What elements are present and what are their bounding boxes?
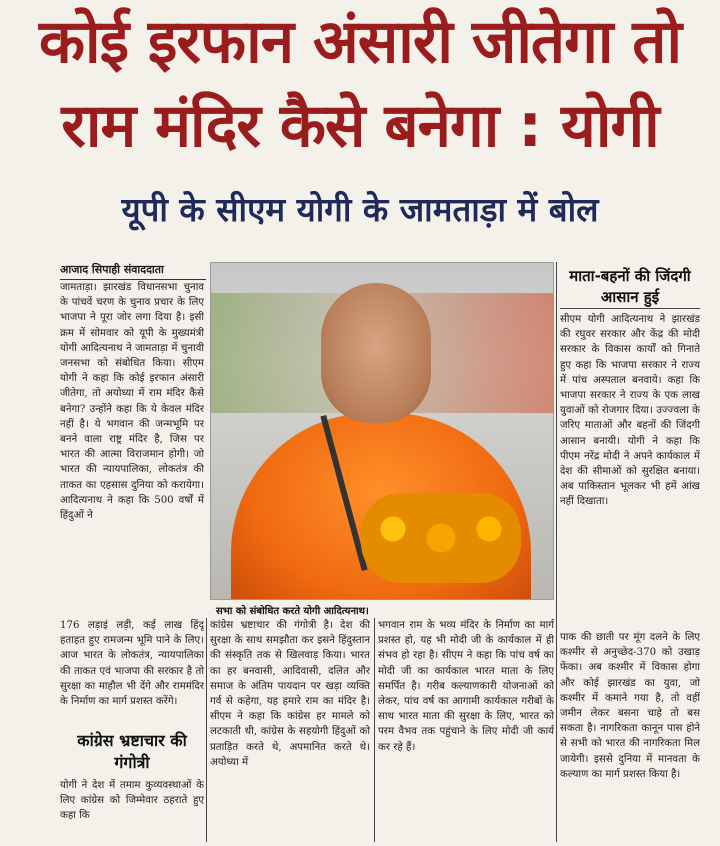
photo-garland [361, 493, 521, 583]
photo-speaker [321, 283, 431, 423]
byline: आजाद सिपाही संवाददाता [60, 262, 206, 280]
headline-line-1: कोई इरफान अंसारी जीतेगा तो [38, 7, 682, 77]
sidebar-title: माता-बहनों की जिंदगी आसान हुई [569, 267, 691, 306]
article-column-left-continued: 176 लड़ाइं लड़ी, कई लाख हिंदू हताहत हुए रामजन्म भूमि पाने के लिए। आज भारत के लोकतंत्र, न्यायपालिका की ताकत एवं भाजपा की सरकार है तो सुरक्षा का माहौल भी देंगे और राममंदिर के निर्माण का मार्ग प्रशस्त करेंगे। [60, 620, 204, 708]
column-rule-middle [374, 618, 375, 842]
article-column-middle-1: कांग्रेस भ्रष्टाचार की गंगोत्री है। देश की सुरक्षा के साथ समझौता कर इसने हिंदुस्तान की संस्कृति तक से खिलवाड़ किया। भारत का हर बनवासी, आदिवासी, दलित और समाज के अंतिम पायदान पर खड़ा व्यक्ति गर्व से कहेगा, यह हमारे राम का मंदिर है। सीएम ने कहा कि कांग्रेस हर मामले को लटकाती थी, कांग्रेस के सहयोगी हिंदुओं को प्रताड़ित करते थे, अपमानित करते थे। अयोध्या में [210, 620, 370, 768]
article-column-right: सीएम योगी आदित्यनाथ ने झारखंड की रघुवर सरकार और केंद्र की मोदी सरकार के विकास कार्यों को गिनाते हुए कहा कि भाजपा सरकार ने राज्य में पांच अस्पताल बनवाये। कहा कि भाजपा सरकार ने राज्य के एक लाख युवाओं को रोजगार दिया। उज्ज्वला के जरिए माताओं और बहनों की जिंदगी आसान बनायी। योगी ने कहा कि पीएम नरेंद्र मोदी ने अपने कार्यकाल में देश की सीमाओं को सुरक्षित बनाया। अब पाकिस्तान भूलकर भी हमें आंख नहीं दिखाता। [560, 314, 700, 508]
article-column-left-end: योगी ने देश में तमाम कुव्यवस्थाओं के लिए कांग्रेस को जिम्मेवार ठहराते हुए कहा कि [60, 780, 204, 822]
section-heading: कांग्रेस भ्रष्टाचार की गंगोत्री [77, 731, 187, 772]
photo-caption: सभा को संबोधित करते योगी आदित्यनाथ। [216, 606, 369, 617]
article-column-right-continued: पाक की छाती पर मूंग दलने के लिए कश्मीर से अनुच्छेद-370 को उखाड़ फेंका। अब कश्मीर में विकास होगा और कोई झारखंड का युवा, जो कश्मीर में कमाने गया है, तो वहीं जमीन लेकर बसना चाहे तो बस सकता है। नागरिकता कानून पास होने से सभी को भारत की नागरिकता मिल जायेगी। इससे दुनिया में मानवता के कल्याण का मार्ग प्रशस्त किया है। [560, 632, 700, 780]
subheadline: यूपी के सीएम योगी के जामताड़ा में बोल [121, 190, 599, 229]
column-rule-left [206, 618, 207, 842]
headline-line-2: राम मंदिर कैसे बनेगा : योगी [61, 91, 659, 161]
article-column-left: जामताड़ा। झारखंड विधानसभा चुनाव के पांचवें चरण के चुनाव प्रचार के लिए भाजपा ने पूरा जोर लगा दिया है। इसी क्रम में सोमवार को यूपी के मुख्यमंत्री योगी आदित्यनाथ ने जामताड़ा में चुनावी जनसभा को संबोधित किया। सीएम योगी ने कहा कि कोई इरफान अंसारी जीतेगा, तो अयोध्या में राम मंदिर कैसे बनेगा? उन्होंने कहा कि ये केवल मंदिर नहीं है। ये भगवान की जन्मभूमि पर बनने वाला राष्ट्र मंदिर है, जिस पर भारत की आत्मा विराजमान होगी। जो भारत की न्यायपालिका, लोकतंत्र की ताकत का एहसास दुनिया को करायेगा। आदित्यनाथ ने कहा कि 500 वर्षों में हिंदुओं ने [60, 282, 204, 522]
article-column-middle-2: भगवान राम के भव्य मंदिर के निर्माण का मार्ग प्रशस्त हो, यह भी मोदी जी के कार्यकाल में ही संभव हो रहा है। सीएम ने कहा कि पांच वर्ष का मोदी जी का कार्यकाल भारत माता के लिए समर्पित है। गरीब कल्याणकारी योजनाओं को लेकर, पांच वर्ष का आगामी कार्यकाल गरीबों के साथ भारत माता की सुरक्षा के लिए, भारत को परम वैभव तक पहुंचाने के लिए मोदी जी कार्य कर रहे हैं। [378, 620, 554, 753]
news-photo [210, 262, 554, 600]
column-rule-right [556, 262, 557, 842]
sidebar-title-rule [560, 308, 700, 309]
